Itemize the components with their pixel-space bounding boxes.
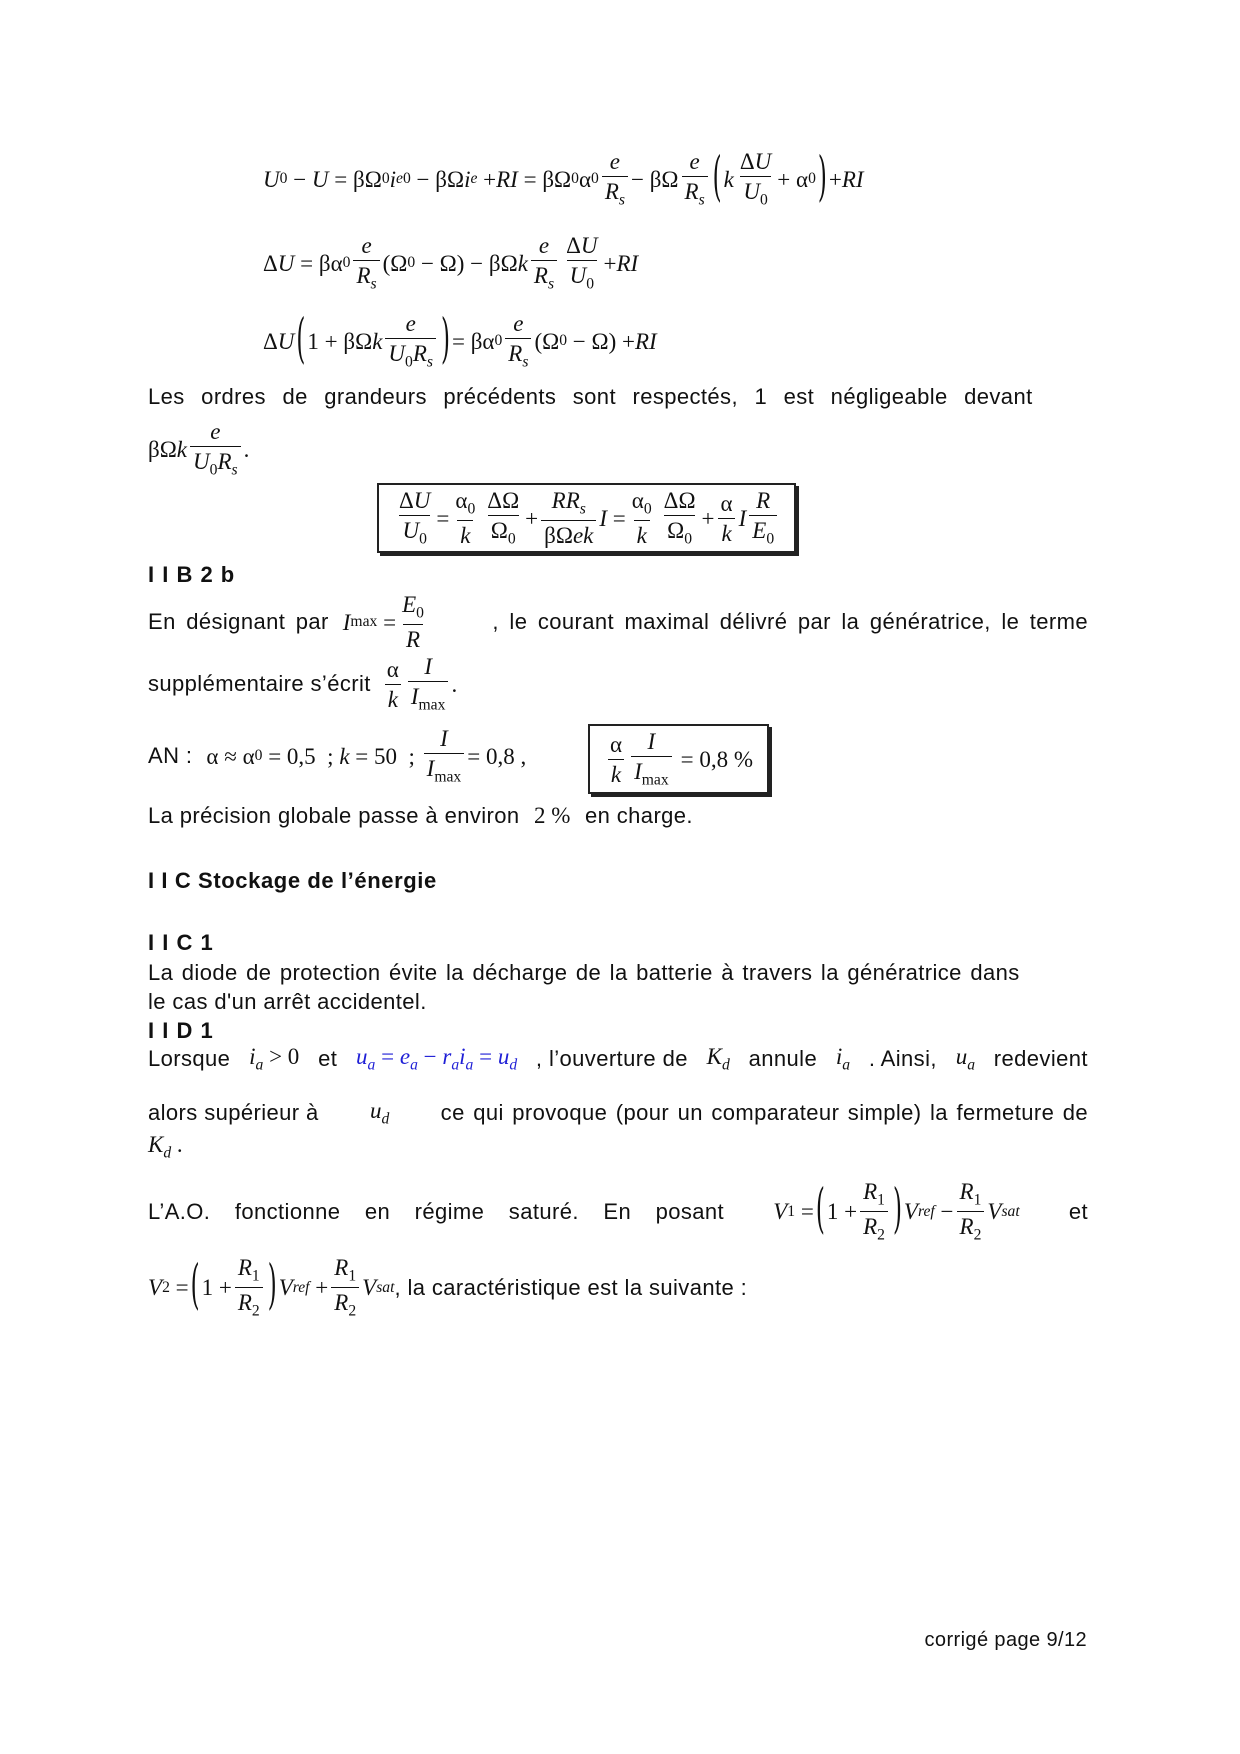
text-line: En désignant par bbox=[148, 609, 329, 635]
heading-iid1: I I D 1 bbox=[148, 1018, 214, 1043]
paragraph-imax: En désignant par I max = $\frac{E_0}{R}$ , le courant maximal délivré par la génératrice, le terme bbox=[148, 592, 1088, 653]
text-line: La diode de protection évite la décharge de la batterie à travers la génératrice dans bbox=[148, 960, 1020, 985]
an-ratio: = 0,8 , bbox=[467, 743, 527, 769]
text-line: , le courant maximal délivré par la génératrice, le terme bbox=[492, 609, 1088, 635]
text-line: et bbox=[1068, 1198, 1088, 1224]
text-line: La précision globale passe à environ bbox=[148, 803, 520, 828]
paragraph-orders bbox=[148, 386, 1088, 408]
text-line: en charge. bbox=[584, 803, 693, 828]
paragraph-supplementaire: supplémentaire s’écrit $\frac{\alpha}{k}$ $\frac{I}{I_{max}}$ . bbox=[148, 654, 458, 714]
text-line: . Ainsi, bbox=[868, 1046, 937, 1072]
paragraph-alors: alors supérieur à $u_d$ ce qui provoque (pour un comparateur simple) la fermeture de bbox=[148, 1098, 1088, 1128]
text-line: et bbox=[318, 1046, 338, 1072]
an-line: AN : α ≈ α 0 = 0,5 ; k = 50 ; $\frac{I}{I_{max}}$ = 0,8 , bbox=[148, 726, 527, 786]
paragraph-diode-line1 bbox=[148, 962, 1088, 984]
text-line: Lorsque bbox=[148, 1046, 231, 1072]
text-line: annule bbox=[748, 1046, 818, 1072]
boxed-result-2: $\frac{\alpha}{k}$ $\frac{I}{I_{max}}$ = 0,8 % bbox=[588, 724, 769, 794]
equation-3: Δ U ( 1 + βΩ k $\frac{e}{U_0R_s}$ ) = βα 0 $\frac{e}{R_s}$ (Ω 0 − Ω) + RI bbox=[263, 309, 657, 371]
page-number: corrigé page 9/12 bbox=[924, 1629, 1087, 1651]
boxed-result-1: $\frac{\Delta U}{U_0}$ = $\frac{\alpha_0}{k}$ $\frac{\Delta\Omega}{\Omega_0}$ + $\frac{RR_s}{\text{βΩek}}$ I = $\frac{\alpha_0}{k}$ $\frac{\Delta\Omega}{\Omega_0}$ + $\frac{\alpha}{k}$ I $\frac{R}{E_0}$ bbox=[377, 483, 796, 553]
equation-1: U 0 − U = βΩ 0 i e0 − βΩ i e + RI = βΩ 0 α 0 $\frac{e}{R_s}$ − βΩ $\frac{e}{R_s}$ ( k $\frac{\Delta U}{U_0}$ + α 0 ) + RI bbox=[263, 147, 864, 209]
text-line: , la caractéristique est la suivante : bbox=[394, 1274, 748, 1300]
paragraph-lorsque: Lorsque $i_a > 0$ et $u_a = e_a - r_ai_a = u_d$ , l’ouverture de $K_d$ annule $i_a$ . Ainsi, $u_a$ redevient bbox=[148, 1044, 1088, 1074]
equation-v1: V 1 = ( 1 + $\frac{R_1}{R_2}$ ) V ref − $\frac{R_1}{R_2}$ V sat bbox=[773, 1179, 1020, 1244]
an-result: = 0,8 % bbox=[680, 746, 754, 772]
heading-iic1: I I C 1 bbox=[148, 930, 214, 955]
paragraph-precision bbox=[148, 804, 693, 827]
equation-ua: $u_a = e_a - r_ai_a = u_d$ bbox=[356, 1044, 518, 1074]
fraction-beta-omega-k: βΩ k $\frac{e}{U_0R_s}$ . bbox=[148, 419, 250, 479]
paragraph-v2 bbox=[148, 1256, 747, 1319]
an-label: AN : bbox=[148, 743, 193, 769]
text-line: Les ordres de grandeurs précédents sont respectés, 1 est négligeable devant bbox=[148, 384, 1033, 409]
heading-iic: I I C Stockage de l’énergie bbox=[148, 868, 437, 893]
kd-symbol: $K_d$ . bbox=[148, 1132, 183, 1162]
equation-v2: V 2 = ( 1 + $\frac{R_1}{R_2}$ ) V ref + $\frac{R_1}{R_2}$ V sat bbox=[148, 1255, 395, 1320]
equation-2: Δ U = βα 0 $\frac{e}{R_s}$ (Ω 0 − Ω) − βΩ k $\frac{e}{R_s}$ $\frac{\Delta U}{U_0}$ + RI bbox=[263, 233, 639, 293]
text-line: alors supérieur à bbox=[148, 1100, 319, 1126]
paragraph-ao bbox=[148, 1180, 1088, 1243]
text-line: , l’ouverture de bbox=[535, 1046, 688, 1072]
text-line: redevient bbox=[993, 1046, 1088, 1072]
text-line: ce qui provoque (pour un comparateur simple) la fermeture de bbox=[440, 1100, 1088, 1126]
paragraph-diode-line2: le cas d'un arrêt accidentel. bbox=[148, 989, 427, 1014]
text-line: L’A.O. fonctionne en régime saturé. En posant bbox=[148, 1198, 725, 1224]
text-line: supplémentaire s’écrit bbox=[148, 671, 371, 697]
heading-iib2b: I I B 2 b bbox=[148, 562, 236, 587]
value-2pct: 2 % bbox=[534, 803, 571, 828]
